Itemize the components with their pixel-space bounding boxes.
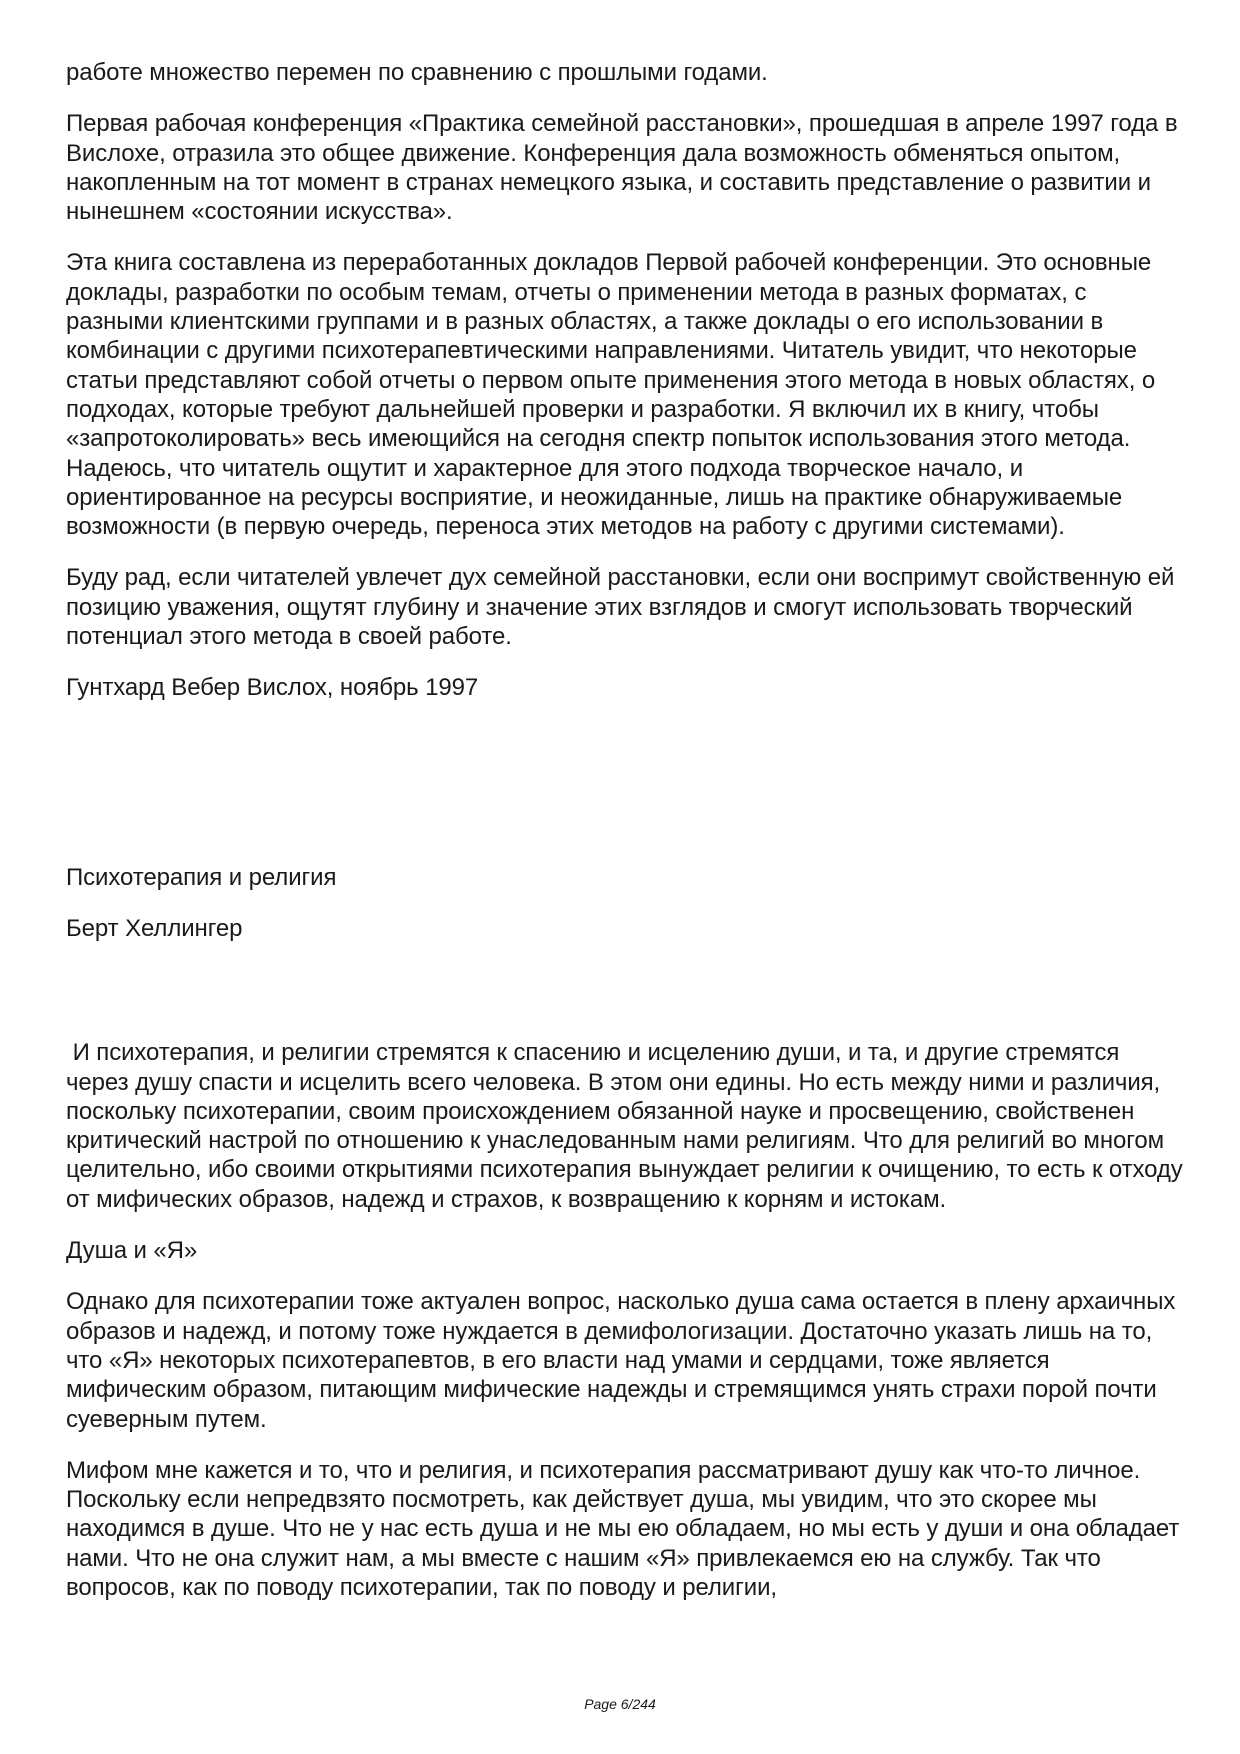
page-number: Page 6/244 xyxy=(584,1696,656,1712)
signature: Гунтхард Вебер Вислох, ноябрь 1997 xyxy=(66,674,479,702)
chapter-author: Берт Хеллингер xyxy=(66,914,243,942)
paragraph: Эта книга составлена из переработанных докладов Первой рабочей конференции. Это основные доклады, разработки по особым темам, отчеты о применении метода в разных форматах, с разными клиентскими группами и в разных областях, а также доклады о его использовании в комбинации с другими психотерапевтическими направлениями. Читатель увидит, что некоторые статьи представляют собой отчеты о первом опыте применения этого метода в новых областях, о подходах, которые требуют дальнейшей проверки и разработки. Я включил их в книгу, чтобы «запротоколировать» весь имеющийся на сегодня спектр попыток использования этого метода. Надеюсь, что читатель ощутит и характерное для этого подхода творческое начало, и ориентированное на ресурсы восприятие, и неожиданные, лишь на практике обнаруживаемые возможности (в первую очередь, переноса этих методов на работу с другими системами). xyxy=(66,249,1156,541)
paragraph: Первая рабочая конференция «Практика семейной расстановки», прошедшая в апреле 1997 года в Вислохе, отразила это общее движение. Конференция дала возможность обменяться опытом, накопленным на тот момент в странах немецкого языка, и составить представление о развитии и нынешнем «состоянии искусства». xyxy=(66,110,1178,226)
paragraph: Мифом мне кажется и то, что и религия, и психотерапия рассматривают душу как что-то личное. Поскольку если непредвзято посмотреть, как действует душа, мы увидим, что это скорее мы находимся в душе. Что не у нас есть душа и не мы ею обладаем, но мы есть у души и она обладает нами. Что не она служит нам, а мы вместе с нашим «Я» привлекаемся ею на службу. Так что вопросов, как по поводу психотерапии, так по поводу и религии, xyxy=(66,1456,1180,1601)
paragraph: И психотерапия, и религии стремятся к спасению и исцелению души, и та, и другие стремятся через душу спасти и исцелить всего человека. В этом они едины. Но есть между ними и различия, поскольку психотерапии, своим происхождением обязанной науке и просвещению, свойственен критический настрой по отношению к унаследованным нами религиям. Что для религий во многом целительно, ибо своими открытиями психотерапия вынуждает религии к очищению, то есть к отходу от мифических образов, надежд и страхов, к возвращению к корням и истокам. xyxy=(66,1039,1190,1213)
paragraph: работе множество перемен по сравнению с прошлыми годами. xyxy=(66,59,768,86)
document-body xyxy=(66,58,1190,1602)
paragraph: Однако для психотерапии тоже актуален вопрос, насколько душа сама остается в плену архаичных образов и надежд, и потому тоже нуждается в демифологизации. Достаточно указать лишь на то, что «Я» некоторых психотерапевтов, в его власти над умами и сердцами, тоже является мифическим образом, питающим мифические надежды и стремящимся унять страхи порой почти суеверным путем. xyxy=(66,1288,1176,1433)
paragraph: Буду рад, если читателей увлечет дух семейной расстановки, если они воспримут свойственную ей позицию уважения, ощутят глубину и значение этих взглядов и смогут использовать творческий потенциал этого метода в своей работе. xyxy=(66,564,1175,651)
section-heading: Душа и «Я» xyxy=(66,1237,198,1265)
chapter-title: Психотерапия и религия xyxy=(66,863,337,891)
